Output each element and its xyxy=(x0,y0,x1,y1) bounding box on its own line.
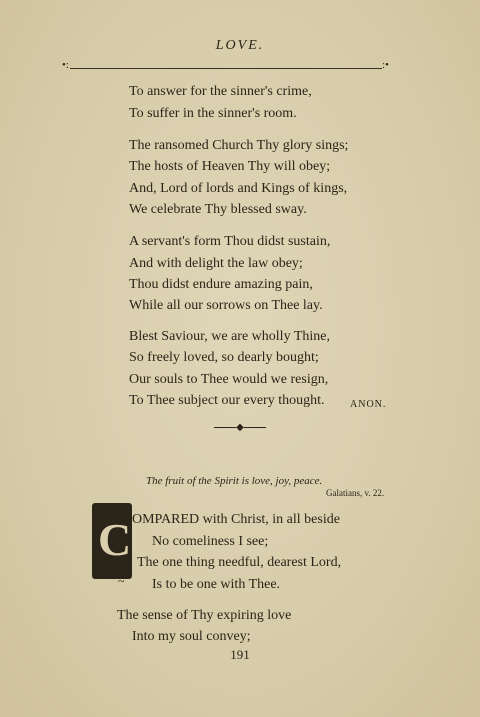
verse-line: And, Lord of lords and Kings of kings, xyxy=(129,181,348,196)
verse-line: While all our sorrows on Thee lay. xyxy=(129,298,323,313)
dropcap-ornament xyxy=(92,503,132,579)
header-ornament-right: :• xyxy=(382,59,389,71)
dropcap-flourish-icon: ~ xyxy=(118,574,125,588)
header-ornament-left: •: xyxy=(62,59,69,71)
header-rule xyxy=(70,68,382,69)
verse-line: The ransomed Church Thy glory sings; xyxy=(129,138,349,153)
attribution: ANON. xyxy=(350,399,387,410)
section-divider-ornament: ◆ xyxy=(0,422,480,433)
verse-line: So freely loved, so dearly bought; xyxy=(129,350,319,365)
verse-line: Our souls to Thee would we resign, xyxy=(129,372,329,387)
verse-line: The one thing needful, dearest Lord, xyxy=(137,555,342,570)
verse-line: No comeliness I see; xyxy=(152,534,269,549)
verse-line: To answer for the sinner's crime, xyxy=(129,84,312,99)
verse-line: The sense of Thy expiring love xyxy=(117,608,292,623)
verse-line: Blest Saviour, we are wholly Thine, xyxy=(129,329,330,344)
epigraph-reference: Galatians, v. 22. xyxy=(326,488,385,498)
dropcap-letter: C xyxy=(98,514,132,565)
verse-line: And with delight the law obey; xyxy=(129,256,303,271)
epigraph-text: The fruit of the Spirit is love, joy, peace. xyxy=(146,475,323,487)
verse-line: Thou didst endure amazing pain, xyxy=(129,277,313,292)
verse-line: Is to be one with Thee. xyxy=(152,577,281,592)
verse-line: To suffer in the sinner's room. xyxy=(129,106,297,121)
verse-line: To Thee subject our every thought. xyxy=(129,393,325,408)
verse-line: We celebrate Thy blessed sway. xyxy=(129,202,307,217)
verse-line: Into my soul convey; xyxy=(132,629,251,644)
page-header-title: LOVE. xyxy=(215,38,265,53)
verse-line: OMPARED with Christ, in all beside xyxy=(132,512,340,527)
verse-line: A servant's form Thou didst sustain, xyxy=(129,234,331,249)
verse-line: The hosts of Heaven Thy will obey; xyxy=(129,159,331,174)
page-number: 191 xyxy=(230,647,250,662)
